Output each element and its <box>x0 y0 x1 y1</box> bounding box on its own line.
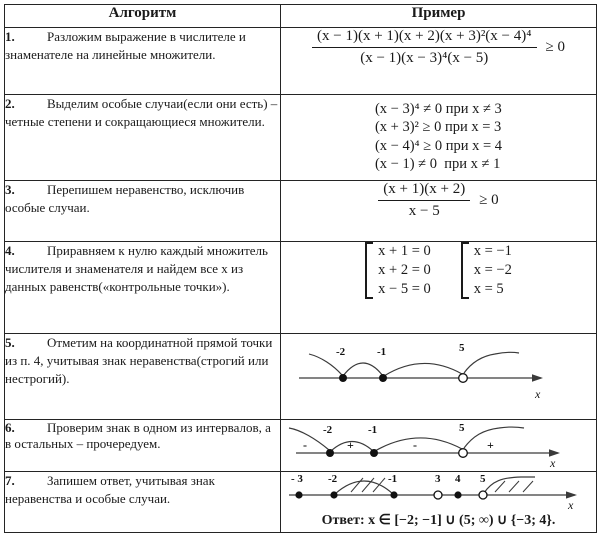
step-text: Запишем ответ, учитывая знак неравенства и особые случаи. <box>5 473 215 506</box>
step-5-text-cell <box>5 334 281 420</box>
filled-point <box>370 449 378 457</box>
step-number: 6. <box>5 420 15 435</box>
step-3-text-cell <box>5 181 281 242</box>
axis-label: x <box>568 498 574 511</box>
filled-point <box>326 449 334 457</box>
table-header-row <box>5 5 597 28</box>
interval-sign: - <box>413 438 417 452</box>
table-row <box>5 334 597 420</box>
equation-systems <box>281 242 596 299</box>
equation-system <box>365 242 431 299</box>
table-row <box>5 95 597 181</box>
algorithm-example-table <box>4 4 597 533</box>
step-text: Отметим на координатной прямой точки из п. 4, учитывая знак неравенства(строгий или нестрогий). <box>5 335 273 386</box>
step-number: 2. <box>5 96 15 111</box>
hatch-line <box>362 478 374 492</box>
step-number: 7. <box>5 473 15 488</box>
open-point <box>479 491 487 499</box>
step-3-example-cell <box>281 181 597 242</box>
special-cases-list <box>281 95 596 174</box>
inequality-relation: ≥ 0 <box>545 39 565 55</box>
point-label: -1 <box>377 346 387 358</box>
filled-point <box>295 491 302 498</box>
table-row <box>5 472 597 533</box>
interval-sign: - <box>303 438 307 452</box>
point-label: -2 <box>328 473 338 485</box>
case-line: (x − 1) ≠ 0 при x ≠ 1 <box>374 156 501 173</box>
answer-value: x ∈ [−2; −1] ∪ (5; ∞) ∪ {−3; 4}. <box>368 513 556 528</box>
step-1-example-cell <box>281 28 597 95</box>
fraction-expression <box>281 28 596 67</box>
filled-point <box>339 374 347 382</box>
hatch-line <box>351 478 363 492</box>
fraction <box>378 181 470 220</box>
step-2-example-cell <box>281 95 597 181</box>
step-6-text-cell <box>5 420 281 472</box>
step-6-example-cell <box>281 420 597 472</box>
root: x = −1 <box>473 243 512 259</box>
step-4-example-cell <box>281 242 597 334</box>
point-label: 5 <box>459 342 465 354</box>
hatch-line <box>523 481 533 492</box>
point-label: -1 <box>388 473 398 485</box>
answer-number-line-figure <box>281 472 594 511</box>
point-label: 5 <box>459 422 465 434</box>
root: x = −2 <box>473 261 512 278</box>
sign-curve-arc <box>384 363 462 376</box>
step-text: Проверим знак в одном из интервалов, а в остальных – прочередуем. <box>5 420 271 451</box>
equation: x + 2 = 0 <box>378 261 431 278</box>
interval-sign: + <box>347 438 354 452</box>
interval-sign: + <box>487 438 494 452</box>
step-2-text-cell <box>5 95 281 181</box>
header-example: Пример <box>281 5 597 28</box>
sign-curve-arc <box>343 363 383 376</box>
point-label: -1 <box>368 424 378 436</box>
step-5-example-cell <box>281 334 597 420</box>
header-algorithm: Алгоритм <box>5 5 281 28</box>
root: x = 5 <box>473 280 504 297</box>
step-4-text-cell <box>5 242 281 334</box>
step-text: Выделим особые случаи(если они есть) – четные степени и сокращающиеся множители. <box>5 96 278 129</box>
fraction-expression <box>281 181 596 220</box>
axis-label: x <box>550 456 556 469</box>
number-line-figure <box>281 420 594 469</box>
equation: x − 5 = 0 <box>378 280 431 297</box>
table-row <box>5 242 597 334</box>
filled-point <box>454 491 461 498</box>
case-line: (x − 3)⁴ ≠ 0 при x ≠ 3 <box>374 101 502 117</box>
inequality-relation: ≥ 0 <box>479 192 499 208</box>
square-bracket <box>461 242 469 299</box>
case-line: (x − 4)⁴ ≥ 0 при x = 4 <box>374 137 503 154</box>
equation: x + 1 = 0 <box>378 243 431 259</box>
fraction-numerator: (x + 1)(x + 2) <box>378 181 470 201</box>
step-7-text-cell <box>5 472 281 533</box>
point-label: -2 <box>336 346 346 358</box>
hatched-arc <box>335 481 393 494</box>
open-point <box>434 491 442 499</box>
case-line: (x + 3)² ≥ 0 при x = 3 <box>374 119 502 136</box>
axis-arrow-icon <box>532 374 543 382</box>
step-text: Разложим выражение в числителе и знаменателе на линейные множители. <box>5 29 246 62</box>
point-label: 4 <box>455 473 461 485</box>
step-number: 3. <box>5 182 15 197</box>
open-point <box>459 374 468 383</box>
fraction-numerator: (x − 1)(x + 1)(x + 2)(x + 3)²(x − 4)⁴ <box>312 28 536 48</box>
roots-system <box>461 242 512 299</box>
hatched-curve-right <box>484 477 535 493</box>
point-label: -2 <box>323 424 333 436</box>
filled-point <box>379 374 387 382</box>
filled-point <box>390 491 397 498</box>
fraction-denominator: x − 5 <box>408 203 440 219</box>
step-number: 1. <box>5 29 15 44</box>
step-number: 5. <box>5 335 15 350</box>
sign-curve-arc <box>375 438 462 451</box>
point-label: - 3 <box>291 473 303 485</box>
filled-point <box>330 491 337 498</box>
fraction <box>312 28 536 67</box>
sign-curve-right <box>464 427 524 448</box>
answer-label: Ответ: <box>321 513 365 528</box>
point-label: 5 <box>480 473 486 485</box>
table-row <box>5 28 597 95</box>
step-7-example-cell <box>281 472 597 533</box>
open-point <box>459 449 468 458</box>
step-1-text-cell <box>5 28 281 95</box>
hatch-line <box>373 478 385 492</box>
table-row <box>5 181 597 242</box>
step-text: Перепишем неравенство, исключив особые случаи. <box>5 182 245 215</box>
step-number: 4. <box>5 243 15 258</box>
square-bracket <box>365 242 373 299</box>
hatch-line <box>495 481 505 492</box>
answer-line <box>281 512 596 529</box>
axis-label: x <box>535 387 541 401</box>
sign-curve-right <box>464 352 519 373</box>
step-text: Приравняем к нулю каждый множитель числителя и знаменателя и найдем все x из данных равенств(«контрольные точки»). <box>5 243 268 294</box>
fraction-denominator: (x − 1)(x − 3)⁴(x − 5) <box>360 50 489 66</box>
table-row <box>5 420 597 472</box>
hatch-line <box>509 481 519 492</box>
point-label: 3 <box>435 473 441 485</box>
number-line-figure <box>281 334 594 417</box>
